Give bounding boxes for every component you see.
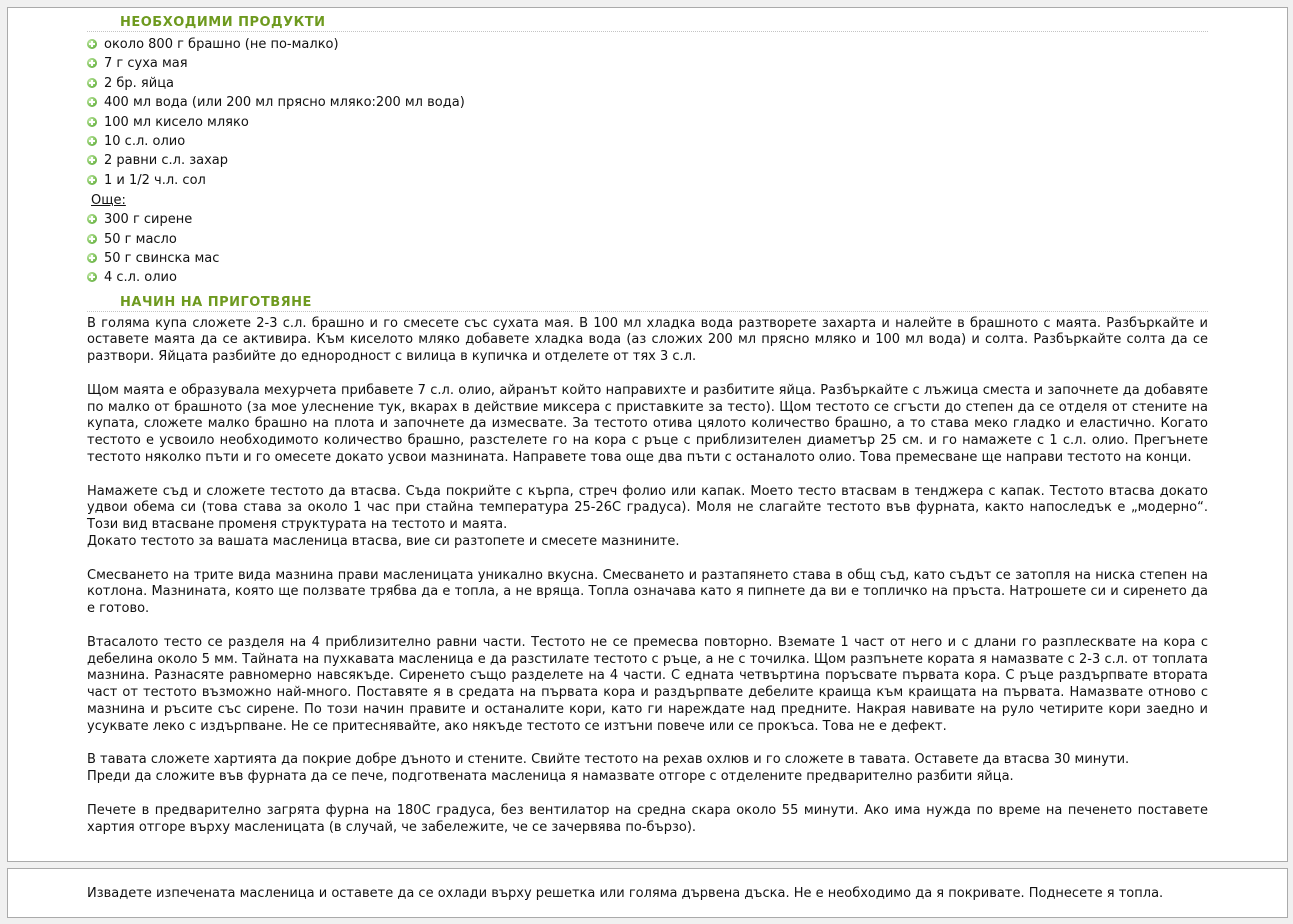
method-paragraph: Втасалото тесто се разделя на 4 приблизително равни части. Тестото не се премесва повторно. Вземате 1 част от него и с длани го разплесквате на кора с дебелина около 5 мм. Тайната на пухкавата масленица е да разстилате тестото с ръце, а не с точилка. Щом разпънете кората я намазвате с 2-3 с.л. от топлата мазнина. Разнасяте равномерно навсякъде. Сиренето също разделете на 4 части. С едната четвъртина поръсвате първата кора. С ръце раздърпвате втората част от тестото възможно най-много. Поставяте я в средата на първата кора и раздърпвате дебелите краища към краищата на първата. Намазвате отново с мазнина и ръсите със сирене. По този начин правите и останалите кори, като ги нареждате над предните. Накрая навивате на руло четирите кори заедно и усуквате леко с издърпване. Не се притеснявайте, ако някъде тестото се изтъни повече или се прокъса. Това не е дефект. <box>87 634 1208 734</box>
ingredient-item: 2 бр. яйца <box>87 74 1208 93</box>
plus-bullet-icon <box>87 39 97 49</box>
ingredient-item: 4 с.л. олио <box>87 268 1208 287</box>
ingredient-item: 2 равни с.л. захар <box>87 151 1208 170</box>
method-paragraph: В тавата сложете хартията да покрие добре дъното и стените. Свийте тестото на рехав охлюв и го сложете в тавата. Оставете да втасва 30 минути. Преди да сложите във фурната да се пече, подготвената масленица я намазвате отгоре с отделените предварително разбити яйца. <box>87 752 1130 785</box>
method-paragraph: В голяма купа сложете 2-3 с.л. брашно и го смесете със сухата мая. В 100 мл хладка вода разтворете захарта и налейте в брашното с маята. Разбъркайте и оставете маята да се активира. Към киселото мляко добавете хладка вода (аз сложих 200 мл прясно мляко и 100 мл вода) и солта. Разбъркайте солта да се разтвори. Яйцата разбийте до еднородност с вилица в купичка и отделете от тях 3 с.л. <box>87 315 1208 365</box>
plus-bullet-icon <box>87 272 97 282</box>
ingredient-item: 100 мл кисело мляко <box>87 113 1208 132</box>
serving-note: Извадете изпечената масленица и оставете да се охлади върху решетка или голяма дървена дъска. Не е необходимо да я покривате. Поднесете я топла. <box>87 885 1164 901</box>
ingredient-item: 1 и 1/2 ч.л. сол <box>87 171 1208 190</box>
method-text <box>87 316 1208 837</box>
plus-bullet-icon <box>87 253 97 263</box>
ingredient-item: 400 мл вода (или 200 мл прясно мляко:200 мл вода) <box>87 93 1208 112</box>
ingredients-list <box>87 35 1208 190</box>
ingredient-item: 7 г суха мая <box>87 54 1208 73</box>
extra-ingredients-list <box>87 210 1208 288</box>
plus-bullet-icon <box>87 78 97 88</box>
method-paragraph: Намажете съд и сложете тестото да втасва. Съда покрийте с кърпа, стреч фолио или капак. Моето тесто втасвам в тенджера с капак. Тестото втасва докато удвои обема си (това става за около 1 час при стайна температура 25-26С градуса). Моля не слагайте тестото във фурната, както напоследък е „модерно“. Този вид втасване променя структурата на тестото и маята. Докато тестото за вашата масленица втасва, вие си разтопете и смесете мазнините. <box>87 483 1208 550</box>
plus-bullet-icon <box>87 214 97 224</box>
plus-bullet-icon <box>87 136 97 146</box>
plus-bullet-icon <box>87 234 97 244</box>
plus-bullet-icon <box>87 58 97 68</box>
recipe-panel <box>7 7 1288 862</box>
method-paragraph: Смесването на трите вида мазнина прави масленицата уникално вкусна. Смесването и разтапянето става в общ съд, като съдът се затопля на ниска степен на котлона. Мазнината, която ще ползвате трябва да е топла, а не вряща. Топла означава като я пипнете да ви е топличко на пръста. Натрошете си и сиренето да е готово. <box>87 567 1208 617</box>
plus-bullet-icon <box>87 175 97 185</box>
ingredient-item: 50 г свинска мас <box>87 249 1208 268</box>
ingredients-title: НЕОБХОДИМИ ПРОДУКТИ <box>87 14 1208 32</box>
ingredient-item: 300 г сирене <box>87 210 1208 229</box>
plus-bullet-icon <box>87 97 97 107</box>
method-paragraph: Печете в предварително загрята фурна на 180С градуса, без вентилатор на средна скара около 55 минути. Ако има нужда по време на печенето поставете хартия отгоре върху масленицата (в случай, че забележите, че се зачервява по-бързо). <box>87 802 1208 835</box>
extra-ingredients-label: Още: <box>91 193 126 209</box>
plus-bullet-icon <box>87 155 97 165</box>
method-title: НАЧИН НА ПРИГОТВЯНЕ <box>87 294 1208 312</box>
ingredient-item: 10 с.л. олио <box>87 132 1208 151</box>
ingredient-item: около 800 г брашно (не по-малко) <box>87 35 1208 54</box>
plus-bullet-icon <box>87 117 97 127</box>
ingredient-item: 50 г масло <box>87 230 1208 249</box>
serving-note-panel <box>7 868 1288 918</box>
method-paragraph: Щом маята е образувала мехурчета прибавете 7 с.л. олио, айранът който направихте и разбитите яйца. Разбъркайте с лъжица сместа и започнете да добавяте по малко от брашното (за мое улеснение тук, вкарах в действие миксера с приставките за тесто). Щом тестото се сгъсти до степен да се отделя от стените на купата, сложете малко брашно на плота и започнете да измесвате. За тестото отива цялото количество брашно, а то става меко гладко и еластично. Когато тестото е усвоило необходимото количество брашно, разстелете го на кора с ръце с приблизителен диаметър 25 см. и го намажете с 1 с.л. олио. Прегънете тестото няколко пъти и го омесете докато усвои мазнината. Направете това още два пъти с останалото олио. Това премесване ще направи тестото на конци. <box>87 382 1208 466</box>
